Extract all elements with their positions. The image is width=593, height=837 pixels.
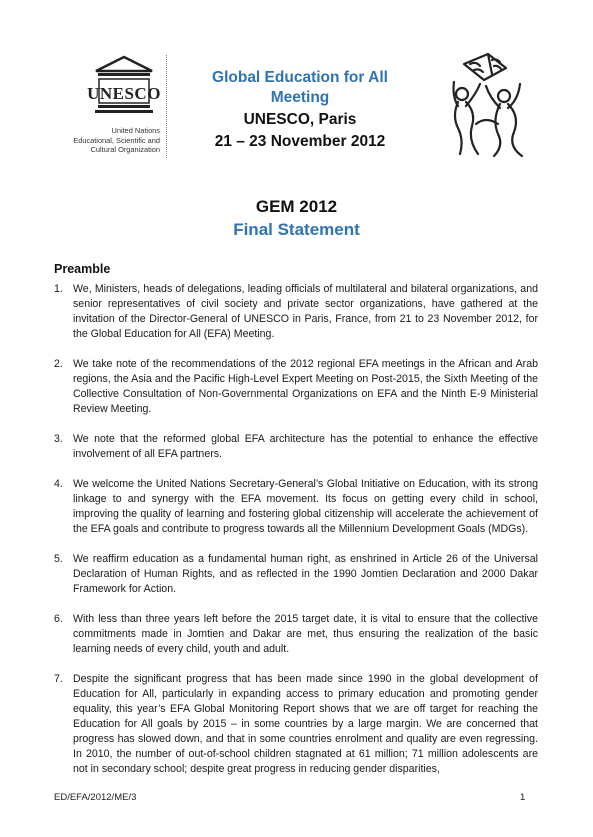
paragraph — [54, 432, 538, 462]
page-number: 1 — [520, 792, 526, 803]
unesco-logo — [87, 55, 161, 115]
paragraph-text: Despite the significant progress that has been made since 1990 in the global development of Education for All, particularly in expanding access to primary education and promoting gender equality, this year’s EFA Global Monitoring Report shows that we are off target for reaching the Education for All goals by 2015 – in some countries by a large margin. We are concerned that progress has slowed down, and that in some countries enrolment and quality are even regressing. In 2010, the number of out-of-school children stagnated at 61 million; 71 million adolescents are not in secondary school; despite great progress in reducing gender disparities, — [73, 673, 538, 775]
paragraph-text: We take note of the recommendations of the 2012 regional EFA meetings in the African and Arab regions, the Asia and the Pacific High-Level Expert Meeting on Post-2015, the Sixth Meeting of the Collective Consultation of Non-Governmental Organizations on EFA and the Ninth E-9 Ministerial Review Meeting. — [73, 358, 538, 415]
paragraph-list — [54, 282, 538, 777]
unesco-org-line: United Nations — [111, 126, 160, 135]
paragraph — [54, 612, 538, 657]
paragraph-text: We reaffirm education as a fundamental human right, as enshrined in Article 26 of the Universal Declaration of Human Rights, and as reflected in the 1990 Jomtien Declaration and 2000 Dakar Framework for Action. — [73, 553, 538, 595]
svg-text:UNESCO: UNESCO — [87, 84, 161, 103]
paragraph-number: 7. — [54, 673, 63, 685]
paragraph-text: We note that the reformed global EFA architecture has the potential to enhance the effective involvement of all EFA partners. — [73, 433, 538, 460]
section-heading: Preamble — [54, 262, 111, 276]
paragraph-text: We, Ministers, heads of delegations, leading officials of multilateral and bilateral organizations, and senior representatives of civil society and private sector organizations, have gathered at the invitation of the Director-General of UNESCO in Paris, France, from 21 to 23 November 2012, for the Global Education for All (EFA) Meeting. — [73, 283, 538, 340]
meeting-dates: 21 – 23 November 2012 — [214, 133, 386, 150]
paragraph-number: 6. — [54, 613, 63, 625]
paragraph — [54, 282, 538, 342]
paragraph-number: 3. — [54, 433, 63, 445]
paragraph-text: With less than three years left before the 2015 target date, it is vital to ensure that the collective commitments made in Jomtien and Dakar are met, thus ensuring the realization of the basic learning needs of every child, youth and adult. — [73, 613, 538, 655]
paragraph-text: We welcome the United Nations Secretary-General’s Global Initiative on Education, with its strong linkage to and synergy with the EFA movement. Its focus on getting every child in school, improving the quality of learning and fostering global citizenship will accelerate the achievement of the EFA goals and contribute to progress towards all the Millennium Development Goals (MDGs). — [73, 478, 538, 535]
paragraph — [54, 552, 538, 597]
paragraph — [54, 357, 538, 417]
paragraph — [54, 477, 538, 537]
unesco-org-name — [40, 126, 160, 155]
page-header — [0, 0, 593, 170]
meeting-title — [190, 68, 410, 108]
document-title: GEM 2012 — [255, 197, 338, 216]
meeting-place: UNESCO, Paris — [243, 111, 357, 128]
meeting-title-line: Global Education for All — [212, 69, 388, 86]
efa-logo — [446, 50, 532, 160]
document-code: ED/EFA/2012/ME/3 — [54, 792, 137, 803]
paragraph — [54, 672, 538, 777]
header-divider — [166, 55, 167, 158]
unesco-org-line: Educational, Scientific and — [73, 135, 160, 145]
document-subtitle: Final Statement — [233, 220, 360, 239]
paragraph-number: 2. — [54, 358, 63, 370]
unesco-org-line: Cultural Organization — [90, 145, 160, 154]
paragraph-number: 5. — [54, 553, 63, 565]
paragraph-number: 1. — [54, 283, 63, 295]
meeting-title-line: Meeting — [270, 89, 330, 106]
paragraph-number: 4. — [54, 478, 63, 490]
